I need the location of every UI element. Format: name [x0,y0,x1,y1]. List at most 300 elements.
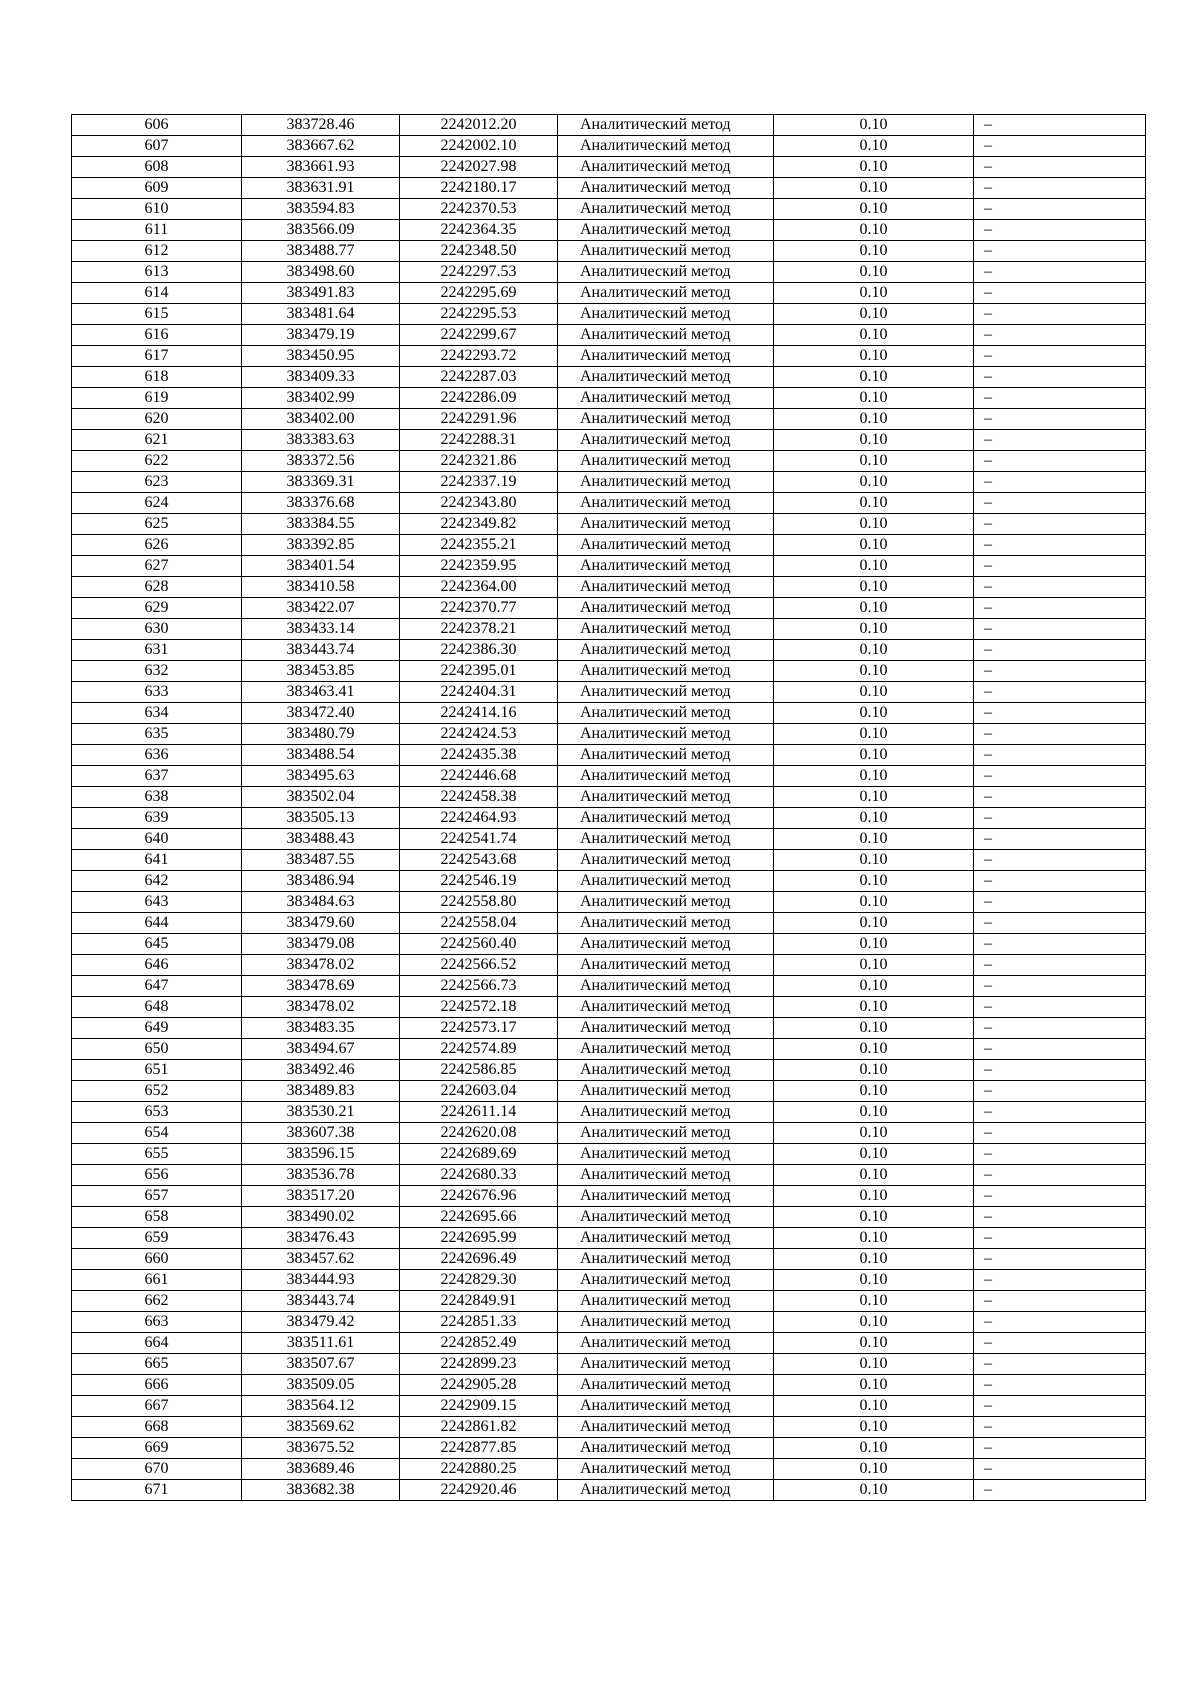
cell-x-coordinate: 383392.85 [242,535,400,556]
cell-accuracy: 0.10 [774,577,974,598]
cell-y-coordinate: 2242446.68 [400,766,558,787]
table-row [72,976,1146,997]
cell-y-coordinate: 2242414.16 [400,703,558,724]
cell-method: Аналитический метод [558,892,774,913]
cell-y-coordinate: 2242299.67 [400,325,558,346]
table-row [72,1438,1146,1459]
cell-y-coordinate: 2242012.20 [400,115,558,136]
cell-accuracy: 0.10 [774,472,974,493]
cell-point-number: 610 [72,199,242,220]
cell-x-coordinate: 383511.61 [242,1333,400,1354]
cell-note: – [974,682,1146,703]
table-row [72,346,1146,367]
cell-method: Аналитический метод [558,178,774,199]
table-row [72,1207,1146,1228]
cell-point-number: 648 [72,997,242,1018]
cell-y-coordinate: 2242286.09 [400,388,558,409]
cell-note: – [974,829,1146,850]
cell-accuracy: 0.10 [774,1018,974,1039]
cell-accuracy: 0.10 [774,388,974,409]
cell-x-coordinate: 383661.93 [242,157,400,178]
cell-method: Аналитический метод [558,1102,774,1123]
cell-accuracy: 0.10 [774,703,974,724]
cell-note: – [974,1165,1146,1186]
cell-method: Аналитический метод [558,913,774,934]
cell-note: – [974,1039,1146,1060]
cell-note: – [974,1081,1146,1102]
cell-point-number: 644 [72,913,242,934]
cell-x-coordinate: 383667.62 [242,136,400,157]
cell-point-number: 670 [72,1459,242,1480]
cell-accuracy: 0.10 [774,661,974,682]
table-row [72,997,1146,1018]
cell-note: – [974,283,1146,304]
table-row [72,304,1146,325]
cell-note: – [974,1270,1146,1291]
cell-y-coordinate: 2242355.21 [400,535,558,556]
cell-accuracy: 0.10 [774,913,974,934]
table-row [72,1039,1146,1060]
cell-note: – [974,535,1146,556]
cell-method: Аналитический метод [558,220,774,241]
cell-y-coordinate: 2242680.33 [400,1165,558,1186]
table-row [72,409,1146,430]
cell-y-coordinate: 2242464.93 [400,808,558,829]
cell-method: Аналитический метод [558,283,774,304]
cell-method: Аналитический метод [558,1354,774,1375]
table-row [72,1417,1146,1438]
cell-accuracy: 0.10 [774,493,974,514]
cell-method: Аналитический метод [558,472,774,493]
cell-accuracy: 0.10 [774,682,974,703]
cell-note: – [974,241,1146,262]
cell-point-number: 650 [72,1039,242,1060]
cell-note: – [974,304,1146,325]
cell-point-number: 647 [72,976,242,997]
cell-accuracy: 0.10 [774,325,974,346]
cell-x-coordinate: 383479.60 [242,913,400,934]
cell-y-coordinate: 2242543.68 [400,850,558,871]
cell-method: Аналитический метод [558,682,774,703]
cell-point-number: 629 [72,598,242,619]
cell-point-number: 653 [72,1102,242,1123]
cell-point-number: 645 [72,934,242,955]
cell-x-coordinate: 383607.38 [242,1123,400,1144]
table-row [72,892,1146,913]
cell-note: – [974,199,1146,220]
cell-method: Аналитический метод [558,787,774,808]
cell-method: Аналитический метод [558,262,774,283]
cell-accuracy: 0.10 [774,346,974,367]
cell-y-coordinate: 2242852.49 [400,1333,558,1354]
cell-x-coordinate: 383631.91 [242,178,400,199]
table-row [72,115,1146,136]
cell-y-coordinate: 2242458.38 [400,787,558,808]
cell-method: Аналитический метод [558,493,774,514]
table-row [72,745,1146,766]
cell-note: – [974,388,1146,409]
table-row [72,1081,1146,1102]
cell-x-coordinate: 383376.68 [242,493,400,514]
cell-y-coordinate: 2242676.96 [400,1186,558,1207]
cell-note: – [974,220,1146,241]
cell-point-number: 667 [72,1396,242,1417]
cell-point-number: 646 [72,955,242,976]
cell-accuracy: 0.10 [774,1270,974,1291]
cell-point-number: 623 [72,472,242,493]
cell-y-coordinate: 2242849.91 [400,1291,558,1312]
table-row [72,661,1146,682]
cell-point-number: 643 [72,892,242,913]
cell-note: – [974,1291,1146,1312]
table-row [72,1102,1146,1123]
cell-y-coordinate: 2242546.19 [400,871,558,892]
cell-y-coordinate: 2242620.08 [400,1123,558,1144]
cell-note: – [974,1459,1146,1480]
cell-y-coordinate: 2242295.53 [400,304,558,325]
cell-method: Аналитический метод [558,325,774,346]
cell-y-coordinate: 2242295.69 [400,283,558,304]
cell-y-coordinate: 2242574.89 [400,1039,558,1060]
cell-point-number: 635 [72,724,242,745]
cell-accuracy: 0.10 [774,1039,974,1060]
table-row [72,241,1146,262]
cell-y-coordinate: 2242364.00 [400,577,558,598]
cell-accuracy: 0.10 [774,997,974,1018]
cell-point-number: 628 [72,577,242,598]
cell-method: Аналитический метод [558,976,774,997]
table-row [72,934,1146,955]
cell-y-coordinate: 2242905.28 [400,1375,558,1396]
cell-x-coordinate: 383502.04 [242,787,400,808]
cell-note: – [974,1312,1146,1333]
table-row [72,493,1146,514]
cell-x-coordinate: 383491.83 [242,283,400,304]
cell-note: – [974,787,1146,808]
cell-note: – [974,703,1146,724]
table-row [72,850,1146,871]
cell-note: – [974,1102,1146,1123]
cell-x-coordinate: 383383.63 [242,430,400,451]
cell-y-coordinate: 2242586.85 [400,1060,558,1081]
cell-note: – [974,1417,1146,1438]
cell-accuracy: 0.10 [774,556,974,577]
cell-accuracy: 0.10 [774,766,974,787]
cell-accuracy: 0.10 [774,1375,974,1396]
cell-y-coordinate: 2242002.10 [400,136,558,157]
cell-note: – [974,1228,1146,1249]
cell-point-number: 625 [72,514,242,535]
cell-y-coordinate: 2242349.82 [400,514,558,535]
cell-method: Аналитический метод [558,136,774,157]
cell-method: Аналитический метод [558,556,774,577]
cell-point-number: 658 [72,1207,242,1228]
table-row [72,388,1146,409]
cell-accuracy: 0.10 [774,1459,974,1480]
cell-method: Аналитический метод [558,514,774,535]
cell-method: Аналитический метод [558,619,774,640]
cell-note: – [974,1438,1146,1459]
cell-method: Аналитический метод [558,1081,774,1102]
cell-x-coordinate: 383569.62 [242,1417,400,1438]
cell-method: Аналитический метод [558,997,774,1018]
table-row [72,724,1146,745]
cell-method: Аналитический метод [558,1438,774,1459]
cell-y-coordinate: 2242572.18 [400,997,558,1018]
cell-point-number: 640 [72,829,242,850]
cell-x-coordinate: 383444.93 [242,1270,400,1291]
cell-note: – [974,871,1146,892]
cell-method: Аналитический метод [558,1417,774,1438]
cell-accuracy: 0.10 [774,871,974,892]
cell-y-coordinate: 2242291.96 [400,409,558,430]
cell-y-coordinate: 2242343.80 [400,493,558,514]
cell-accuracy: 0.10 [774,1480,974,1501]
cell-point-number: 613 [72,262,242,283]
cell-accuracy: 0.10 [774,745,974,766]
cell-note: – [974,1249,1146,1270]
table-row [72,640,1146,661]
table-row [72,619,1146,640]
cell-note: – [974,850,1146,871]
cell-point-number: 661 [72,1270,242,1291]
cell-accuracy: 0.10 [774,157,974,178]
cell-note: – [974,892,1146,913]
cell-accuracy: 0.10 [774,1354,974,1375]
cell-note: – [974,766,1146,787]
cell-y-coordinate: 2242370.77 [400,598,558,619]
cell-method: Аналитический метод [558,199,774,220]
cell-note: – [974,1018,1146,1039]
cell-note: – [974,1186,1146,1207]
cell-note: – [974,556,1146,577]
cell-point-number: 631 [72,640,242,661]
cell-note: – [974,409,1146,430]
cell-y-coordinate: 2242851.33 [400,1312,558,1333]
cell-point-number: 652 [72,1081,242,1102]
table-row [72,178,1146,199]
cell-x-coordinate: 383481.64 [242,304,400,325]
cell-accuracy: 0.10 [774,1144,974,1165]
cell-point-number: 615 [72,304,242,325]
cell-point-number: 621 [72,430,242,451]
cell-note: – [974,451,1146,472]
cell-y-coordinate: 2242696.49 [400,1249,558,1270]
table-row [72,871,1146,892]
table-row [72,1186,1146,1207]
cell-point-number: 668 [72,1417,242,1438]
cell-y-coordinate: 2242435.38 [400,745,558,766]
cell-x-coordinate: 383536.78 [242,1165,400,1186]
cell-accuracy: 0.10 [774,367,974,388]
cell-accuracy: 0.10 [774,640,974,661]
cell-x-coordinate: 383478.69 [242,976,400,997]
cell-accuracy: 0.10 [774,829,974,850]
cell-point-number: 611 [72,220,242,241]
cell-accuracy: 0.10 [774,136,974,157]
cell-x-coordinate: 383476.43 [242,1228,400,1249]
cell-x-coordinate: 383489.83 [242,1081,400,1102]
cell-x-coordinate: 383409.33 [242,367,400,388]
cell-accuracy: 0.10 [774,451,974,472]
cell-point-number: 637 [72,766,242,787]
cell-point-number: 608 [72,157,242,178]
cell-x-coordinate: 383488.77 [242,241,400,262]
table-row [72,325,1146,346]
cell-accuracy: 0.10 [774,514,974,535]
cell-note: – [974,262,1146,283]
cell-method: Аналитический метод [558,724,774,745]
cell-note: – [974,997,1146,1018]
cell-x-coordinate: 383675.52 [242,1438,400,1459]
cell-note: – [974,808,1146,829]
cell-x-coordinate: 383479.08 [242,934,400,955]
cell-x-coordinate: 383443.74 [242,640,400,661]
cell-note: – [974,1354,1146,1375]
cell-point-number: 606 [72,115,242,136]
cell-y-coordinate: 2242321.86 [400,451,558,472]
cell-method: Аналитический метод [558,1480,774,1501]
table-row [72,598,1146,619]
cell-x-coordinate: 383494.67 [242,1039,400,1060]
cell-point-number: 622 [72,451,242,472]
cell-x-coordinate: 383478.02 [242,955,400,976]
table-row [72,514,1146,535]
cell-x-coordinate: 383488.43 [242,829,400,850]
cell-point-number: 633 [72,682,242,703]
table-row [72,1291,1146,1312]
cell-note: – [974,1396,1146,1417]
cell-x-coordinate: 383483.35 [242,1018,400,1039]
cell-method: Аналитический метод [558,451,774,472]
cell-accuracy: 0.10 [774,976,974,997]
table-row [72,955,1146,976]
cell-x-coordinate: 383402.00 [242,409,400,430]
cell-point-number: 663 [72,1312,242,1333]
cell-method: Аналитический метод [558,955,774,976]
cell-note: – [974,1375,1146,1396]
cell-accuracy: 0.10 [774,1102,974,1123]
cell-method: Аналитический метод [558,703,774,724]
cell-x-coordinate: 383505.13 [242,808,400,829]
cell-x-coordinate: 383495.63 [242,766,400,787]
cell-x-coordinate: 383566.09 [242,220,400,241]
cell-method: Аналитический метод [558,1123,774,1144]
cell-point-number: 639 [72,808,242,829]
table-row [72,808,1146,829]
cell-note: – [974,577,1146,598]
cell-accuracy: 0.10 [774,283,974,304]
cell-point-number: 641 [72,850,242,871]
cell-accuracy: 0.10 [774,262,974,283]
cell-x-coordinate: 383507.67 [242,1354,400,1375]
cell-y-coordinate: 2242395.01 [400,661,558,682]
cell-x-coordinate: 383479.19 [242,325,400,346]
cell-method: Аналитический метод [558,535,774,556]
cell-accuracy: 0.10 [774,1249,974,1270]
cell-x-coordinate: 383486.94 [242,871,400,892]
cell-note: – [974,325,1146,346]
table-row [72,1480,1146,1501]
cell-method: Аналитический метод [558,1396,774,1417]
cell-method: Аналитический метод [558,766,774,787]
cell-accuracy: 0.10 [774,808,974,829]
cell-method: Аналитический метод [558,409,774,430]
table-row [72,556,1146,577]
table-row [72,1333,1146,1354]
cell-point-number: 660 [72,1249,242,1270]
cell-y-coordinate: 2242027.98 [400,157,558,178]
coordinates-table [71,114,1146,1501]
cell-point-number: 649 [72,1018,242,1039]
table-row [72,157,1146,178]
cell-method: Аналитический метод [558,1186,774,1207]
cell-point-number: 665 [72,1354,242,1375]
cell-point-number: 626 [72,535,242,556]
cell-accuracy: 0.10 [774,1060,974,1081]
cell-y-coordinate: 2242378.21 [400,619,558,640]
table-row [72,472,1146,493]
cell-point-number: 617 [72,346,242,367]
table-body [72,115,1146,1501]
cell-method: Аналитический метод [558,241,774,262]
cell-method: Аналитический метод [558,157,774,178]
cell-note: – [974,976,1146,997]
cell-accuracy: 0.10 [774,1207,974,1228]
cell-accuracy: 0.10 [774,199,974,220]
cell-x-coordinate: 383450.95 [242,346,400,367]
cell-x-coordinate: 383410.58 [242,577,400,598]
cell-method: Аналитический метод [558,829,774,850]
cell-method: Аналитический метод [558,1333,774,1354]
table-row [72,1396,1146,1417]
table-row [72,1354,1146,1375]
cell-point-number: 654 [72,1123,242,1144]
cell-method: Аналитический метод [558,745,774,766]
cell-note: – [974,178,1146,199]
cell-x-coordinate: 383478.02 [242,997,400,1018]
table-row [72,913,1146,934]
cell-method: Аналитический метод [558,850,774,871]
cell-x-coordinate: 383487.55 [242,850,400,871]
cell-accuracy: 0.10 [774,1081,974,1102]
cell-method: Аналитический метод [558,1207,774,1228]
cell-x-coordinate: 383498.60 [242,262,400,283]
cell-point-number: 664 [72,1333,242,1354]
cell-accuracy: 0.10 [774,1417,974,1438]
cell-accuracy: 0.10 [774,934,974,955]
table-row [72,1144,1146,1165]
cell-method: Аналитический метод [558,1459,774,1480]
cell-x-coordinate: 383594.83 [242,199,400,220]
cell-note: – [974,934,1146,955]
cell-x-coordinate: 383490.02 [242,1207,400,1228]
table-row [72,430,1146,451]
cell-point-number: 642 [72,871,242,892]
cell-note: – [974,346,1146,367]
cell-x-coordinate: 383480.79 [242,724,400,745]
cell-point-number: 656 [72,1165,242,1186]
cell-point-number: 630 [72,619,242,640]
cell-method: Аналитический метод [558,1228,774,1249]
table-row [72,220,1146,241]
cell-x-coordinate: 383689.46 [242,1459,400,1480]
table-row [72,1249,1146,1270]
cell-y-coordinate: 2242573.17 [400,1018,558,1039]
cell-point-number: 627 [72,556,242,577]
cell-y-coordinate: 2242560.40 [400,934,558,955]
cell-y-coordinate: 2242364.35 [400,220,558,241]
